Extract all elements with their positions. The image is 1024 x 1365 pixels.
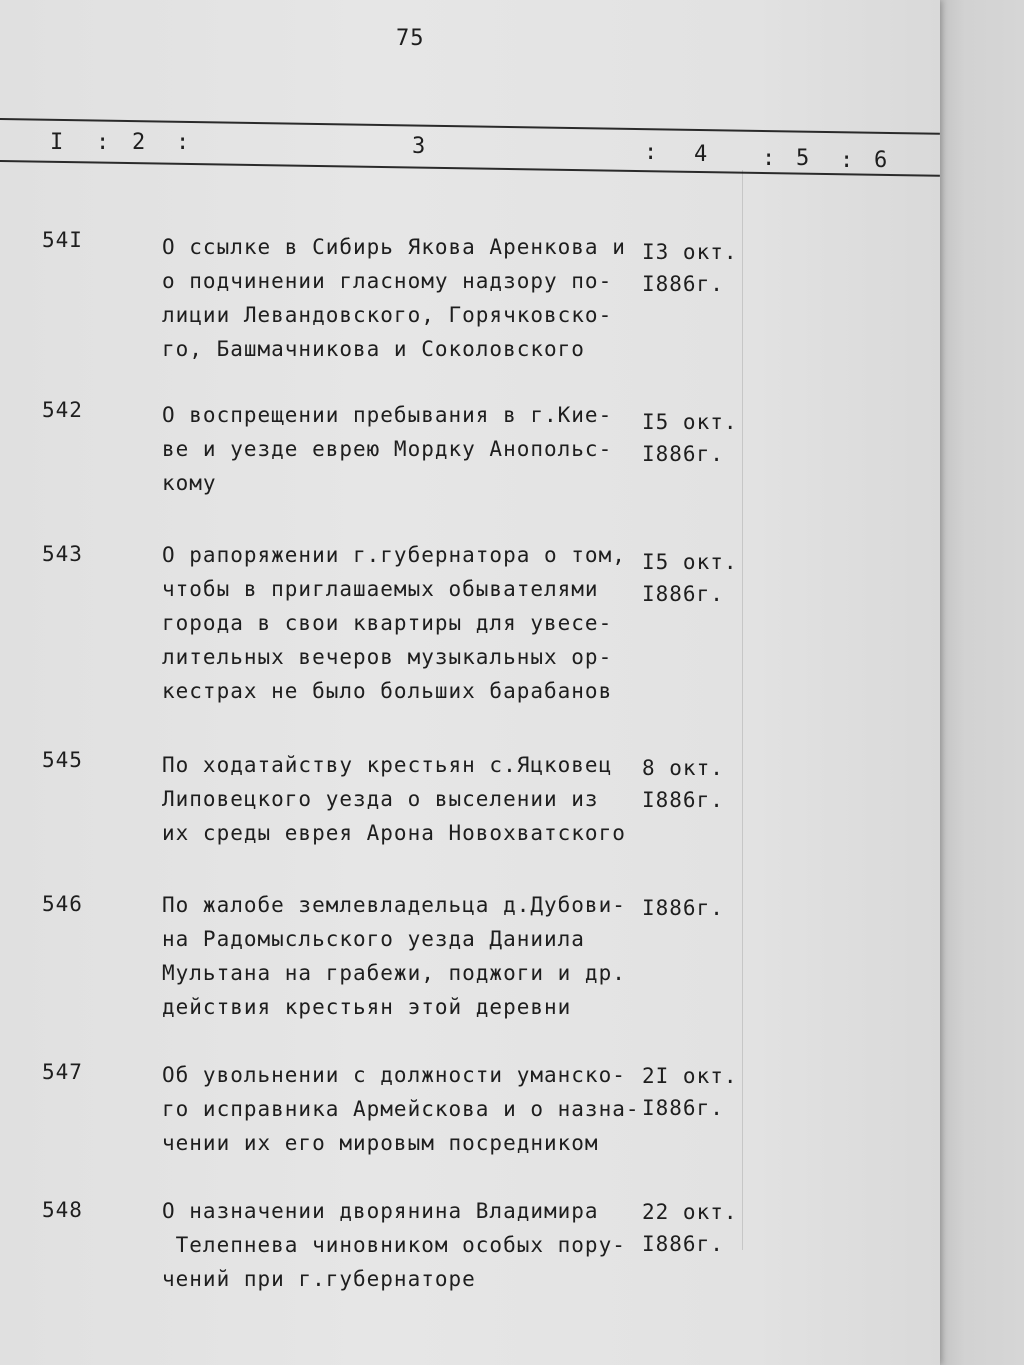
entry-number: 542 [42, 398, 83, 422]
entry-text-line: о подчинении гласному надзору по- [162, 269, 613, 293]
entry-text-line: Телепнева чиновником особых пору- [162, 1233, 626, 1257]
page-edge-shadow [940, 0, 1024, 1365]
entry-date [642, 1060, 752, 1124]
entry-text-line: лиции Левандовского, Горячковско- [162, 303, 613, 327]
column-header-2: 2 [132, 130, 146, 155]
entry-text-line: чтобы в приглашаемых обывателями [162, 577, 599, 601]
entry-date [642, 892, 752, 924]
entry-description [162, 748, 632, 850]
entry-date-line: I5 окт. [642, 550, 738, 574]
entry-text-line: О воспрещении пребывания в г.Кие- [162, 403, 613, 427]
entry-date [642, 406, 752, 470]
column-separator: : [96, 130, 110, 155]
entry-date-line: I886г. [642, 272, 724, 296]
entry-date-line: I886г. [642, 896, 724, 920]
entry-number: 545 [42, 748, 83, 772]
entry-text-line: го исправника Армейскова и о назна- [162, 1097, 640, 1121]
entry-description [162, 538, 632, 708]
entry-text-line: лительных вечеров музыкальных ор- [162, 645, 613, 669]
entry-date [642, 236, 752, 300]
entry-text-line: города в свои квартиры для увесе- [162, 611, 613, 635]
entry-text-line: кому [162, 471, 217, 495]
entry-date-line: I886г. [642, 1096, 724, 1120]
entry-text-line: Об увольнении с должности уманско- [162, 1063, 626, 1087]
entry-date [642, 752, 752, 816]
entry-text-line: О назначении дворянина Владимира [162, 1199, 599, 1223]
column-header-4: 4 [694, 142, 708, 167]
column-header-6: 6 [874, 148, 888, 173]
entry-date-line: 22 окт. [642, 1200, 738, 1224]
entry-date-line: I5 окт. [642, 410, 738, 434]
entry-text-line: чении их его мировым посредником [162, 1131, 599, 1155]
entry-text-line: ве и уезде еврею Мордку Анопольс- [162, 437, 613, 461]
entry-text-line: кестрах не было больших барабанов [162, 679, 613, 703]
entry-date-line: 8 окт. [642, 756, 724, 780]
entry-number: 543 [42, 542, 83, 566]
entry-description [162, 230, 632, 366]
column-header-3: 3 [412, 134, 426, 159]
entry-date-line: I3 окт. [642, 240, 738, 264]
entry-date-line: I886г. [642, 1232, 724, 1256]
entry-number: 54I [42, 228, 83, 252]
entry-text-line: Мультана на грабежи, поджоги и др. [162, 961, 626, 985]
entry-description [162, 1194, 632, 1296]
entry-number: 546 [42, 892, 83, 916]
entry-description [162, 1058, 640, 1160]
entry-text-line: их среды еврея Арона Новохватского [162, 821, 626, 845]
entry-date-line: I886г. [642, 582, 724, 606]
page-number: 75 [396, 26, 425, 51]
entry-text-line: на Радомысльского уезда Даниила [162, 927, 585, 951]
entry-description [162, 888, 632, 1024]
entry-number: 548 [42, 1198, 83, 1222]
entry-text-line: чений при г.губернаторе [162, 1267, 476, 1291]
column-separator: : [644, 140, 658, 165]
entry-text-line: О рапоряжении г.губернатора о том, [162, 543, 626, 567]
entry-date-line: 2I окт. [642, 1064, 738, 1088]
column-header-5: 5 [796, 146, 810, 171]
entry-text-line: го, Башмачникова и Соколовского [162, 337, 585, 361]
entry-date-line: I886г. [642, 442, 724, 466]
entry-text-line: По ходатайству крестьян с.Яцковец [162, 753, 613, 777]
entry-number: 547 [42, 1060, 83, 1084]
column-header-1: I [50, 130, 64, 155]
entry-text-line: По жалобе землевладельца д.Дубови- [162, 893, 626, 917]
entry-text-line: О ссылке в Сибирь Якова Аренкова и [162, 235, 626, 259]
entry-description [162, 398, 632, 500]
entry-text-line: действия крестьян этой деревни [162, 995, 572, 1019]
column-separator: : [762, 146, 776, 171]
column-separator: : [176, 130, 190, 155]
entry-date [642, 1196, 752, 1260]
column-separator: : [840, 148, 854, 173]
entry-date [642, 546, 752, 610]
entry-text-line: Липовецкого уезда о выселении из [162, 787, 599, 811]
entry-date-line: I886г. [642, 788, 724, 812]
